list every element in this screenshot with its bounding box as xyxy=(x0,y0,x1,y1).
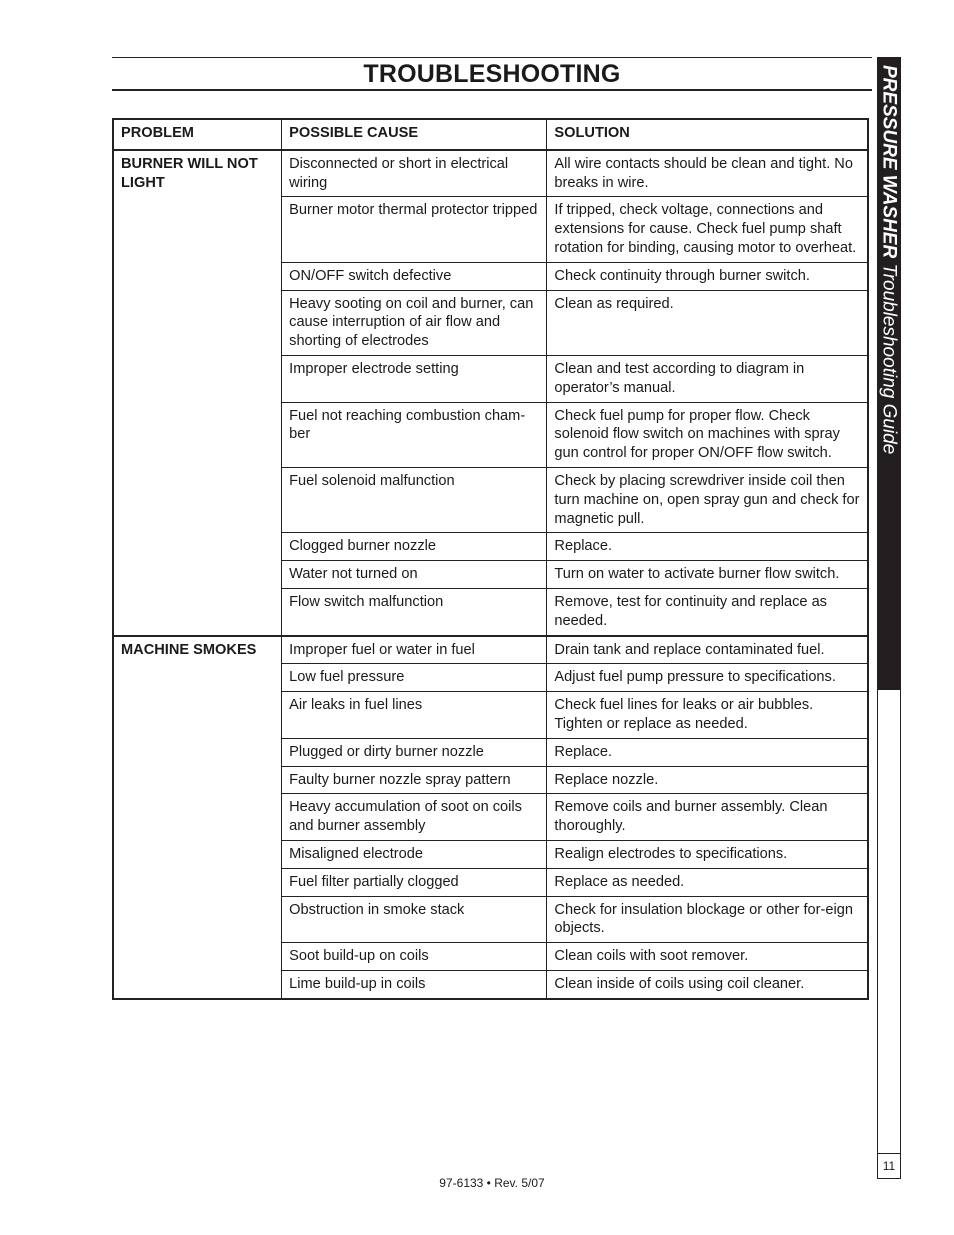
solution-cell: Realign electrodes to specifications. xyxy=(547,840,868,868)
solution-cell: Clean as required. xyxy=(547,290,868,355)
cause-cell: Lime build-up in coils xyxy=(282,970,547,998)
cause-cell: Plugged or dirty burner nozzle xyxy=(282,738,547,766)
cause-cell: Faulty burner nozzle spray pattern xyxy=(282,766,547,794)
solution-cell: Clean coils with soot remover. xyxy=(547,943,868,971)
cause-cell: Misaligned electrode xyxy=(282,840,547,868)
cause-cell: Obstruction in smoke stack xyxy=(282,896,547,943)
cause-cell: Fuel solenoid malfunction xyxy=(282,467,547,532)
solution-cell: Remove, test for continuity and replace as needed. xyxy=(547,588,868,635)
side-tab-main: PRESSURE WASHER xyxy=(878,65,900,259)
troubleshooting-table xyxy=(112,118,869,1000)
solution-cell: Remove coils and burner assembly. Clean thoroughly. xyxy=(547,794,868,841)
solution-cell: Clean inside of coils using coil cleaner. xyxy=(547,970,868,998)
table-body xyxy=(113,150,868,999)
cause-cell: Heavy accumulation of soot on coils and burner assembly xyxy=(282,794,547,841)
table-row xyxy=(113,636,868,664)
side-tab-label xyxy=(877,57,901,690)
side-tab-line-right xyxy=(900,690,901,1179)
header-solution: SOLUTION xyxy=(547,119,868,150)
solution-cell: Drain tank and replace contaminated fuel. xyxy=(547,636,868,664)
solution-cell: Replace. xyxy=(547,533,868,561)
side-tab-sub: Troubleshooting Guide xyxy=(878,258,900,455)
title-rule-top xyxy=(112,57,872,58)
table-row xyxy=(113,150,868,197)
solution-cell: Replace as needed. xyxy=(547,868,868,896)
problem-cell: MACHINE SMOKES xyxy=(113,636,282,999)
solution-cell: If tripped, check voltage, connections and extensions for cause. Check fuel pump shaft rotation for binding, causing motor to overheat. xyxy=(547,197,868,262)
title-rule-bottom xyxy=(112,89,872,91)
header-possible-cause: POSSIBLE CAUSE xyxy=(282,119,547,150)
cause-cell: Heavy sooting on coil and burner, can cause interruption of air flow and shorting of electrodes xyxy=(282,290,547,355)
cause-cell: Flow switch malfunction xyxy=(282,588,547,635)
cause-cell: Water not turned on xyxy=(282,561,547,589)
side-tab-line-left xyxy=(877,690,878,1179)
cause-cell: Fuel filter partially clogged xyxy=(282,868,547,896)
cause-cell: Air leaks in fuel lines xyxy=(282,692,547,739)
page-number: 11 xyxy=(877,1153,901,1179)
solution-cell: Check fuel pump for proper flow. Check solenoid flow switch on machines with spray gun control for proper ON/OFF flow switch. xyxy=(547,402,868,467)
cause-cell: Burner motor thermal protector tripped xyxy=(282,197,547,262)
solution-cell: Adjust fuel pump pressure to specifications. xyxy=(547,664,868,692)
solution-cell: All wire contacts should be clean and tight. No breaks in wire. xyxy=(547,150,868,197)
page-title: TROUBLESHOOTING xyxy=(363,60,621,88)
cause-cell: Fuel not reaching combustion cham-ber xyxy=(282,402,547,467)
cause-cell: ON/OFF switch defective xyxy=(282,262,547,290)
solution-cell: Replace. xyxy=(547,738,868,766)
solution-cell: Check for insulation blockage or other for-eign objects. xyxy=(547,896,868,943)
header-problem: PROBLEM xyxy=(113,119,282,150)
cause-cell: Improper fuel or water in fuel xyxy=(282,636,547,664)
cause-cell: Clogged burner nozzle xyxy=(282,533,547,561)
footer-doc-number: 97-6133 • Rev. 5/07 xyxy=(439,1176,545,1190)
cause-cell: Improper electrode setting xyxy=(282,355,547,402)
solution-cell: Turn on water to activate burner flow switch. xyxy=(547,561,868,589)
solution-cell: Replace nozzle. xyxy=(547,766,868,794)
solution-cell: Check continuity through burner switch. xyxy=(547,262,868,290)
table-header-row xyxy=(113,119,868,150)
cause-cell: Disconnected or short in electrical wiring xyxy=(282,150,547,197)
solution-cell: Check by placing screwdriver inside coil then turn machine on, open spray gun and check for magnetic pull. xyxy=(547,467,868,532)
solution-cell: Clean and test according to diagram in operator’s manual. xyxy=(547,355,868,402)
cause-cell: Soot build-up on coils xyxy=(282,943,547,971)
cause-cell: Low fuel pressure xyxy=(282,664,547,692)
solution-cell: Check fuel lines for leaks or air bubbles. Tighten or replace as needed. xyxy=(547,692,868,739)
problem-cell: BURNER WILL NOT LIGHT xyxy=(113,150,282,636)
